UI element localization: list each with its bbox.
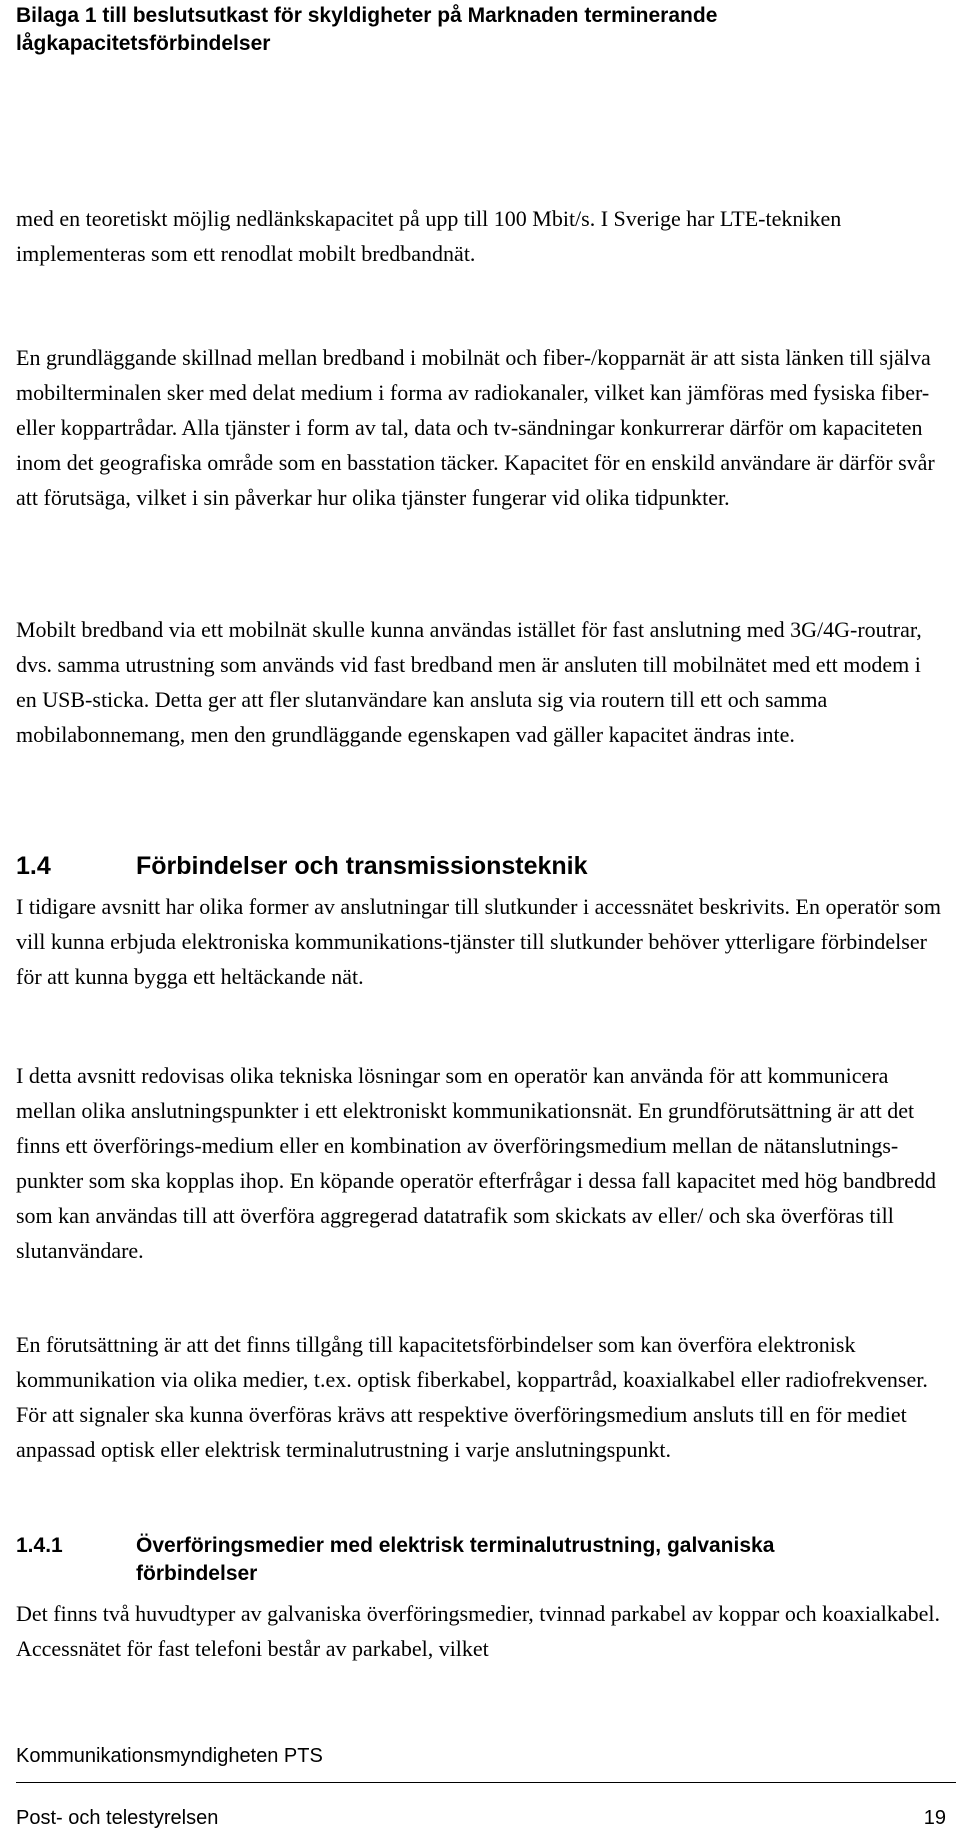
document-header-title: Bilaga 1 till beslutsutkast för skyldigheter på Marknaden terminerande lågkapacitetsförbindelser bbox=[16, 4, 718, 55]
paragraph-1: med en teoretiskt möjlig nedlänkskapacitet på upp till 100 Mbit/s. I Sverige har LTE-tekniken implementeras som ett renodlat mobilt bredbandnät. bbox=[16, 206, 842, 266]
paragraph-2: En grundläggande skillnad mellan bredband i mobilnät och fiber-/kopparnät är att sista länken till själva mobilterminalen sker med delat medium i forma av radiokanaler, vilket kan jämföras med fysiska fiber- eller koppartrådar. Alla tjänster i form av tal, data och tv-sändningar konkurrerar därför om kapaciteten inom det geografiska område som en basstation täcker. Kapacitet för en enskild användare är därför svår att förutsäga, vilket i sin påverkar hur olika tjänster fungerar vid olika tidpunkter. bbox=[16, 345, 935, 510]
footer-divider bbox=[16, 1782, 956, 1783]
subsection-number: 1.4.1 bbox=[16, 1534, 63, 1557]
paragraph-5: I detta avsnitt redovisas olika tekniska lösningar som en operatör kan använda för att kommunicera mellan olika anslutningspunkter i ett elektroniskt kommunikationsnät. En grundförutsättning är att det finns ett överförings-medium eller en kombination av överföringsmedium mellan de nätanslutnings-punkter som ska kopplas ihop. En köpande operatör efterfrågar i dessa fall kapacitet med hög bandbredd som kan användas till att överföra aggregerad datatrafik som skickats av eller/ och ska överföras till slutanvändare. bbox=[16, 1063, 937, 1263]
section-title: Förbindelser och transmissionsteknik bbox=[136, 852, 588, 880]
paragraph-3: Mobilt bredband via ett mobilnät skulle kunna användas istället för fast anslutning med 3G/4G-routrar, dvs. samma utrustning som används vid fast bredband men är ansluten till mobilnätet med ett modem i en USB-sticka. Detta ger att fler slutanvändare kan ansluta sig via routern till ett och samma mobilabonnemang, men den grundläggande egenskapen vad gäller kapacitet ändras inte. bbox=[16, 617, 922, 747]
footer-organization: Kommunikationsmyndigheten PTS bbox=[16, 1745, 323, 1767]
subsection-title: Överföringsmedier med elektrisk terminalutrustning, galvaniska förbindelser bbox=[136, 1534, 775, 1585]
paragraph-6: En förutsättning är att det finns tillgång till kapacitetsförbindelser som kan överföra elektronisk kommunikation via olika medier, t.ex. optisk fiberkabel, koppartråd, koaxialkabel eller radiofrekvenser. För att signaler ska kunna överföras krävs att respektive överföringsmedium ansluts till en för mediet anpassad optisk eller elektrisk terminalutrustning i varje anslutningspunkt. bbox=[16, 1332, 928, 1462]
paragraph-7: Det finns två huvudtyper av galvaniska överföringsmedier, tvinnad parkabel av koppar och koaxialkabel. Accessnätet för fast telefoni består av parkabel, vilket bbox=[16, 1601, 941, 1661]
section-number: 1.4 bbox=[16, 852, 51, 880]
page-number: 19 bbox=[923, 1807, 946, 1829]
paragraph-4: I tidigare avsnitt har olika former av anslutningar till slutkunder i accessnätet beskrivits. En operatör som vill kunna erbjuda elektroniska kommunikations-tjänster till slutkunder behöver ytterligare förbindelser för att kunna bygga ett heltäckande nät. bbox=[16, 894, 941, 989]
footer-publisher: Post- och telestyrelsen bbox=[16, 1807, 219, 1829]
